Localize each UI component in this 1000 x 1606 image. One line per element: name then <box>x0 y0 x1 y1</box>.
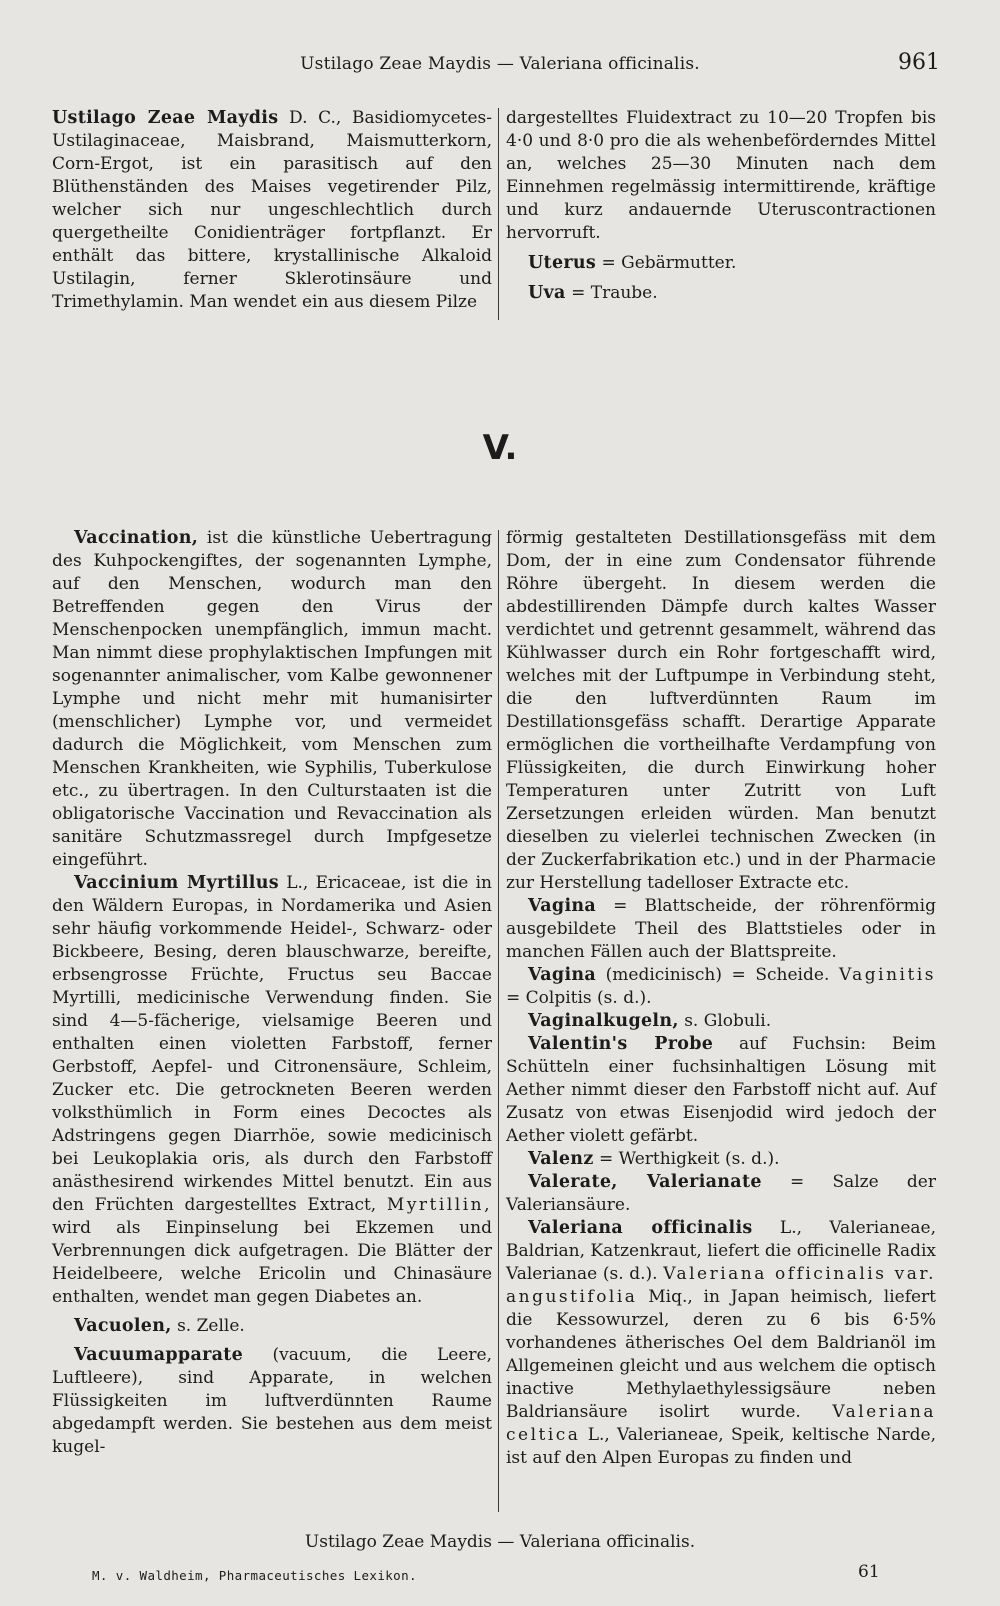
headword-ustilago: Ustilago Zeae Maydis <box>52 108 279 128</box>
entry-vaginitis-spaced: Vaginitis <box>838 965 936 985</box>
entry-ustilago-continuation: dargestelltes Fluidextract zu 10—20 Tropfen bis 4·0 und 8·0 pro die als wehenbeförderndes Mittel an, welches 25—30 Minuten nach dem Einnehmen regelmässig intermittirende, kräftige und kurz andauernde Uteruscontractionen hervorruft. <box>506 108 936 243</box>
signature-mark: 61 <box>858 1562 880 1582</box>
entry-vaccinium <box>52 872 492 1309</box>
footer-publisher: M. v. Waldheim, Pharmaceutisches Lexikon. <box>92 1568 417 1583</box>
entry-vaginalkugeln <box>506 1010 936 1033</box>
entry-uterus <box>506 252 936 275</box>
headword-vaginalkugeln: Vaginalkugeln, <box>528 1011 679 1031</box>
entry-valenz-text: = Werthigkeit (s. d.). <box>593 1149 780 1169</box>
entry-vacuumapparate <box>52 1344 492 1459</box>
page-number: 961 <box>898 50 940 75</box>
entry-vacuolen-text: s. Zelle. <box>171 1316 245 1336</box>
entry-valeriana-spaced-1: Valeriana officinalis var. angustifolia <box>506 1264 936 1307</box>
entry-valeriana-text-2: Miq., in Japan heimisch, liefert die Kessowurzel, deren zu 6 bis 6·5% vorhandenes ätherisches Oel dem Baldrianöl im Allgemeinen gleicht und aus welchem die optisch inactive Methylaethylessigsäure neben Baldriansäure isolirt wurde. <box>506 1287 936 1422</box>
headword-vaccinium: Vaccinium Myrtillus <box>74 873 279 893</box>
entry-valeriana <box>506 1217 936 1470</box>
column-divider-top <box>498 108 499 320</box>
entry-valerate <box>506 1171 936 1217</box>
section-letter: V. <box>482 428 518 468</box>
entry-valeriana-spaced-2: Valeriana celtica <box>506 1402 936 1445</box>
entry-vacuolen <box>52 1315 492 1338</box>
entry-ustilago <box>52 107 492 314</box>
entry-vaccinium-text-2: wird als Einpinselung bei Ekzemen und Verbrennungen dick aufgetragen. Die Blätter der Heidelbeere, welche Ericolin und Chinasäure enthalten, wendet man gegen Diabetes an. <box>52 1218 492 1307</box>
entry-uva-text: = Traube. <box>565 283 658 303</box>
headword-valentin: Valentin's Probe <box>528 1034 714 1054</box>
headword-uva: Uva <box>528 283 566 303</box>
entry-valenz <box>506 1148 936 1171</box>
headword-vagina-medical: Vagina <box>528 965 597 985</box>
entry-valerate-text: = Salze der Valeriansäure. <box>506 1172 936 1215</box>
entry-vaginalkugeln-text: s. Globuli. <box>678 1011 772 1031</box>
running-head-title: Ustilago Zeae Maydis — Valeriana officinalis. <box>300 54 700 74</box>
entry-valeriana-text-3: L., Valerianeae, Speik, keltische Narde, ist auf den Alpen Europas zu finden und <box>506 1425 936 1468</box>
top-right-column <box>506 107 936 305</box>
entry-vagina-medical-text: (medicinisch) = Scheide. <box>596 965 839 985</box>
entry-vaccination-text: ist die künstliche Uebertragung des Kuhpockengiftes, der sogenannten Lymphe, auf den Menschen, wodurch man den Betreffenden gegen den Virus der Menschenpocken unempfänglich, immun macht. Man nimmt diese prophylaktischen Impfungen mit sogenannter animalischer, vom Kalbe gewonnener Lymphe und nicht mehr mit humanisirter (menschlicher) Lymphe vor, und vermeidet dadurch die Möglichkeit, vom Menschen zum Menschen Krankheiten, wie Syphilis, Tuberkulose etc., zu übertragen. In den Culturstaaten ist die obligatorische Vaccination und Revaccination als sanitäre Schutzmassregel durch Impfgesetze eingeführt. <box>52 528 492 870</box>
column-divider-bottom <box>498 530 499 1512</box>
headword-valeriana: Valeriana officinalis <box>528 1218 753 1238</box>
entry-valeriana-text-1: L., Valerianeae, Baldrian, Katzenkraut, liefert die officinelle Radix Valerianae (s. d.). <box>506 1218 936 1284</box>
entry-vacuumapparate-text: (vacuum, die Leere, Luftleere), sind Apparate, in welchen Flüssigkeiten im luftverdünnten Raume abgedampft werden. Sie bestehen aus dem meist kugel- <box>52 1345 492 1457</box>
entry-vaccinium-text-1: L., Ericaceae, ist die in den Wäldern Europas, in Nordamerika und Asien sehr häufig vorkommende Heidel-, Schwarz- oder Bickbeere, Besing, deren blauschwarze, bereifte, erbsengrosse Früchte, Fructus seu Baccae Myrtilli, medicinische Verwendung finden. Sie sind 4—5-fächerige, vielsamige Beeren und enthalten einen violetten Farbstoff, ferner Gerbstoff, Aepfel- und Citronensäure, Schleim, Zucker etc. Die getrockneten Beeren werden volksthümlich in Form eines Decoctes als Adstringens gegen Diarrhöe, sowie medicinisch bei Leukoplakia oris, als durch den Farbstoff anästhesirend wirkendes Mittel benutzt. Ein aus den Früchten dargestelltes Extract, <box>52 873 492 1215</box>
running-head <box>0 50 1000 80</box>
headword-vaccination: Vaccination, <box>74 528 199 548</box>
entry-vaccination <box>52 527 492 872</box>
headword-valerate: Valerate, Valerianate <box>528 1172 762 1192</box>
headword-uterus: Uterus <box>528 253 597 273</box>
headword-vacuolen: Vacuolen, <box>74 1316 172 1336</box>
bottom-right-column <box>506 527 936 1470</box>
entry-uva <box>506 282 936 305</box>
entry-vagina-medical-text-2: = Colpitis (s. d.). <box>506 988 652 1008</box>
top-left-column <box>52 107 492 314</box>
headword-valenz: Valenz <box>528 1149 594 1169</box>
entry-vaccinium-spaced: Myrtillin, <box>386 1195 492 1215</box>
entry-vagina-medical <box>506 964 936 1010</box>
entry-ustilago-text: D. C., Basidiomycetes-Ustilaginaceae, Maisbrand, Maismutterkorn, Corn-Ergot, ist ein parasitisch auf den Blüthenständen des Maises vegetirender Pilz, welcher sich nur ungeschlechtlich durch quergetheilte Conidienträger fortpflanzt. Er enthält das bittere, krystallinische Alkaloid Ustilagin, ferner Sklerotinsäure und Trimethylamin. Man wendet ein aus diesem Pilze <box>52 108 492 312</box>
entry-vacuumapparate-continuation: förmig gestalteten Destillationsgefäss mit dem Dom, der in eine zum Condensator führende Röhre übergeht. In diesem werden die abdestillirenden Dämpfe durch kaltes Wasser verdichtet und getrennt gesammelt, während das Kühlwasser durch ein Rohr fortgeschafft wird, welches mit der Luftpumpe in Verbindung steht, die den luftverdünnten Raum im Destillationsgefäss schafft. Derartige Apparate ermöglichen die vortheilhafte Verdampfung von Flüssigkeiten, die durch Einwirkung hoher Temperaturen unter Zutritt von Luft Zersetzungen erleiden würden. Man benutzt dieselben zu vielerlei technischen Zwecken (in der Zuckerfabrikation etc.) und in der Pharmacie zur Herstellung tadelloser Extracte etc. <box>506 528 936 893</box>
bottom-left-column <box>52 527 492 1459</box>
entry-valentin-text: auf Fuchsin: Beim Schütteln einer fuchsinhaltigen Lösung mit Aether nimmt dieser den Farbstoff nicht auf. Auf Zusatz von etwas Eisenjodid wird jedoch der Aether violett gefärbt. <box>506 1034 937 1146</box>
entry-uterus-text: = Gebärmutter. <box>596 253 737 273</box>
headword-vagina-botany: Vagina <box>528 896 597 916</box>
entry-valentin <box>506 1033 936 1148</box>
footer-title: Ustilago Zeae Maydis — Valeriana officinalis. <box>304 1532 696 1552</box>
headword-vacuumapparate: Vacuumapparate <box>74 1345 244 1365</box>
entry-vagina-botany <box>506 895 936 964</box>
entry-vagina-botany-text: = Blattscheide, der röhrenförmig ausgebildete Theil des Blattstieles oder in manchen Fällen auch der Blattspreite. <box>506 896 936 962</box>
